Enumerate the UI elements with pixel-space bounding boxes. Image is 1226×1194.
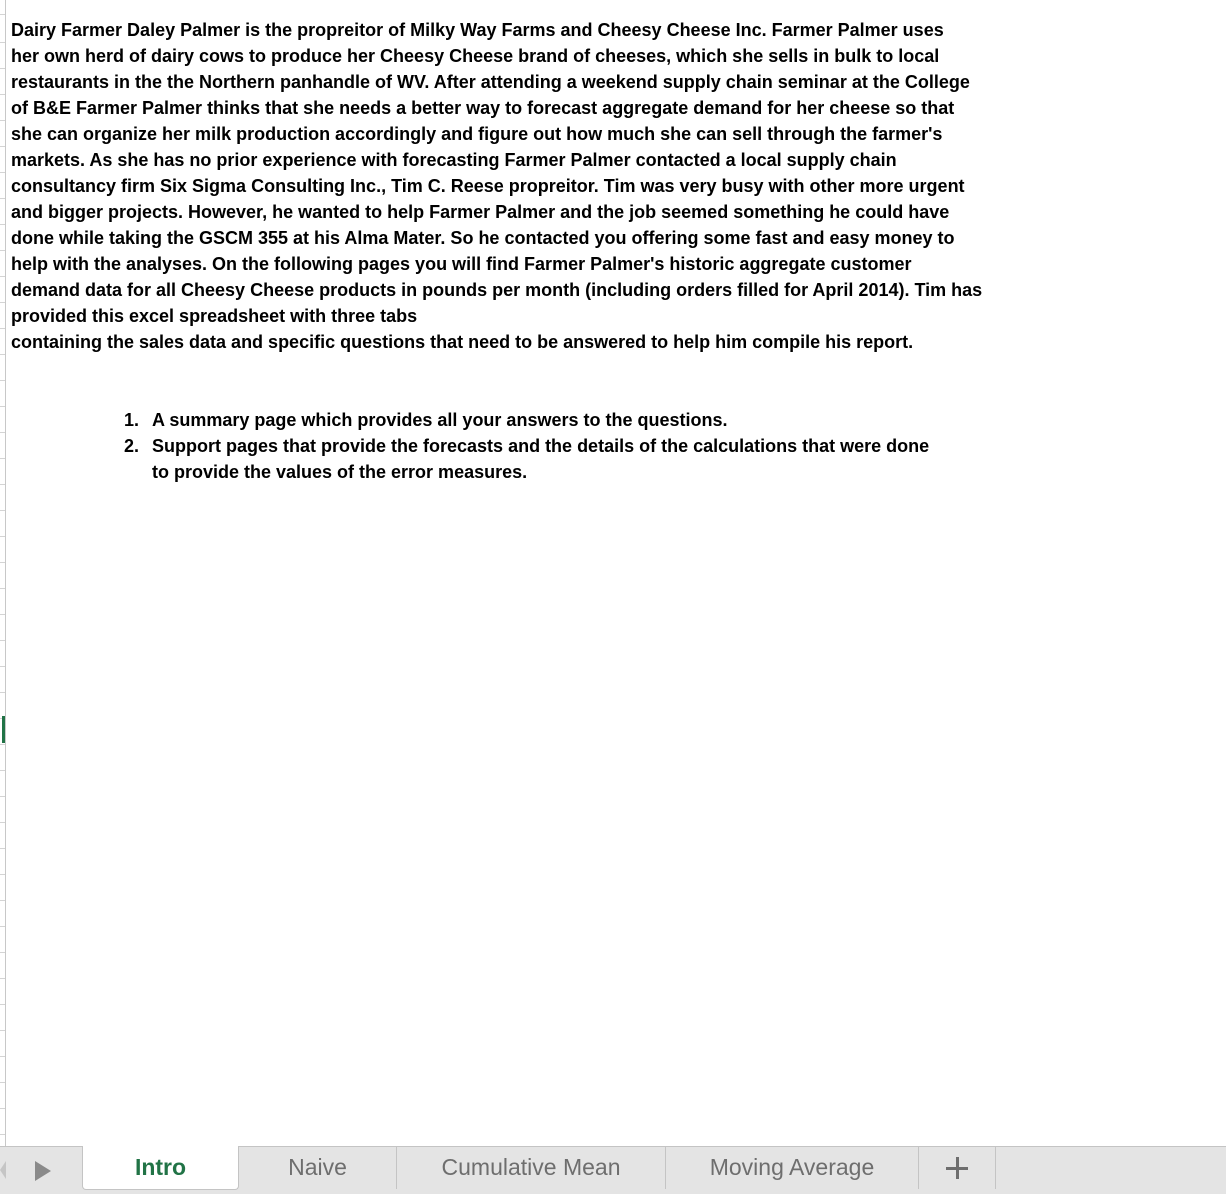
intro-line: demand data for all Cheesy Cheese products in pounds per month (including orders filled for April 2014). Tim has bbox=[11, 280, 983, 300]
intro-line: and bigger projects. However, he wanted to help Farmer Palmer and the job seemed something he could have bbox=[11, 202, 950, 222]
task-line: Support pages that provide the forecasts and the details of the calculations that were done bbox=[152, 436, 930, 456]
tab-label: Intro bbox=[134, 1154, 187, 1180]
tab-label: Moving Average bbox=[709, 1154, 875, 1180]
intro-paragraph[interactable] bbox=[11, 17, 1141, 355]
chevron-right-icon[interactable] bbox=[35, 1161, 51, 1181]
task-number: 2. bbox=[124, 436, 140, 456]
intro-line: she can organize her milk production accordingly and figure out how much she can sell through the farmer's bbox=[11, 124, 943, 144]
task-item-support bbox=[120, 433, 1080, 485]
task-line: to provide the values of the error measures. bbox=[152, 462, 528, 482]
intro-line: help with the analyses. On the following pages you will find Farmer Palmer's historic aggregate customer bbox=[11, 254, 912, 274]
sheet-tab-bar bbox=[0, 1146, 1226, 1194]
task-number: 1. bbox=[124, 410, 140, 430]
tab-intro[interactable] bbox=[82, 1146, 239, 1190]
intro-line: Dairy Farmer Daley Palmer is the propreitor of Milky Way Farms and Cheesy Cheese Inc. Farmer Palmer uses bbox=[11, 20, 944, 40]
active-row-indicator bbox=[2, 716, 5, 743]
add-sheet-button[interactable] bbox=[919, 1146, 996, 1189]
intro-line: of B&E Farmer Palmer thinks that she needs a better way to forecast aggregate demand for her cheese so that bbox=[11, 98, 955, 118]
tab-naive[interactable] bbox=[239, 1146, 397, 1189]
tab-label: Cumulative Mean bbox=[441, 1154, 621, 1180]
tab-moving-average[interactable] bbox=[666, 1146, 919, 1189]
intro-line: done while taking the GSCM 355 at his Alma Mater. So he contacted you offering some fast and easy money to bbox=[11, 228, 955, 248]
intro-line: consultancy firm Six Sigma Consulting Inc., Tim C. Reese propreitor. Tim was very busy with other more urgent bbox=[11, 176, 965, 196]
task-item-summary bbox=[120, 407, 1080, 433]
intro-line: markets. As she has no prior experience with forecasting Farmer Palmer contacted a local supply chain bbox=[11, 150, 897, 170]
tab-label: Naive bbox=[288, 1154, 347, 1180]
plus-icon bbox=[946, 1157, 968, 1179]
intro-line: containing the sales data and specific questions that need to be answered to help him compile his report. bbox=[11, 332, 914, 352]
tab-cumulative-mean[interactable] bbox=[397, 1146, 666, 1189]
intro-line: provided this excel spreadsheet with three tabs bbox=[11, 306, 418, 326]
intro-line: her own herd of dairy cows to produce her Cheesy Cheese brand of cheeses, which she sells in bulk to local bbox=[11, 46, 940, 66]
intro-line: restaurants in the the Northern panhandle of WV. After attending a weekend supply chain seminar at the College bbox=[11, 72, 970, 92]
chevron-left-icon[interactable] bbox=[0, 1161, 6, 1179]
task-line: A summary page which provides all your answers to the questions. bbox=[152, 410, 728, 430]
task-list[interactable] bbox=[120, 407, 1080, 485]
